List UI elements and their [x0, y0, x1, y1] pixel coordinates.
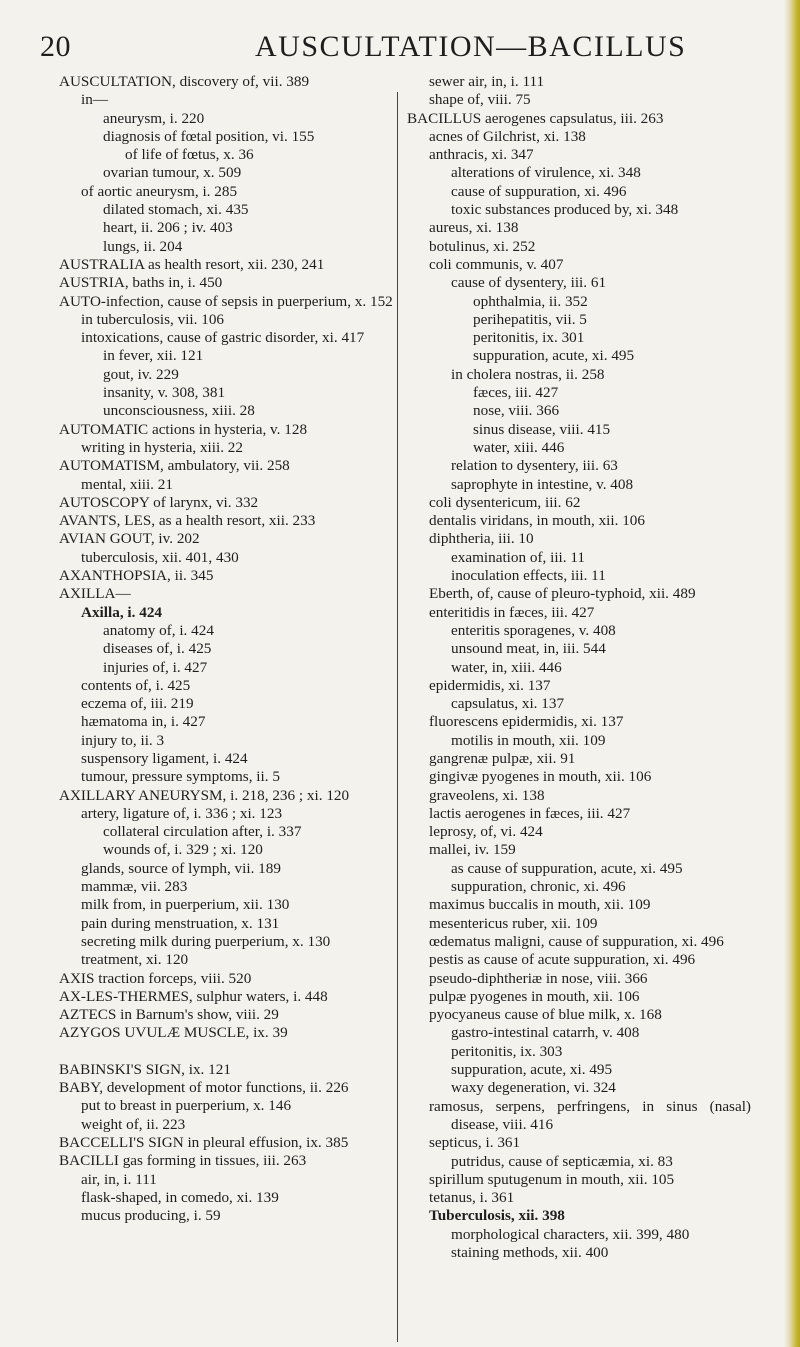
index-entry: leprosy, of, vi. 424 [429, 823, 543, 841]
index-entry: BACILLI gas forming in tissues, iii. 263 [59, 1152, 307, 1170]
index-entry: septicus, i. 361 [429, 1134, 521, 1152]
index-entry: unconsciousness, xiii. 28 [103, 402, 255, 420]
index-entry: sewer air, in, i. 111 [429, 73, 545, 90]
index-entry: AUTOMATISM, ambulatory, vii. 258 [59, 457, 290, 475]
right-column [407, 73, 751, 1262]
index-entry: coli communis, v. 407 [429, 255, 564, 273]
index-entry: mammæ, vii. 283 [81, 878, 188, 896]
index-entry: inoculation effects, iii. 11 [451, 567, 606, 585]
index-entry: AVANTS, LES, as a health resort, xii. 233 [59, 512, 316, 530]
index-entry: weight of, ii. 223 [81, 1115, 186, 1133]
index-entry: pain during menstruation, x. 131 [81, 914, 280, 932]
index-entry: AVIAN GOUT, iv. 202 [59, 530, 200, 548]
index-entry: eczema of, iii. 219 [81, 695, 194, 713]
index-entry: of aortic aneurysm, i. 285 [81, 182, 238, 200]
index-entry: putridus, cause of septicæmia, xi. 83 [451, 1152, 673, 1170]
index-entry: peritonitis, ix. 301 [473, 329, 585, 347]
index-entry: AUSTRALIA as health resort, xii. 230, 241 [59, 255, 325, 273]
index-entry: acnes of Gilchrist, xi. 138 [429, 127, 586, 145]
index-entry: glands, source of lymph, vii. 189 [81, 859, 281, 877]
index-entry: of life of fœtus, x. 36 [125, 146, 254, 164]
index-entry: graveolens, xi. 138 [429, 786, 545, 804]
index-entry: Tuberculosis, xii. 398 [429, 1207, 565, 1225]
index-entry: pulpæ pyogenes in mouth, xii. 106 [429, 987, 640, 1005]
index-entry: gastro-intestinal catarrh, v. 408 [451, 1024, 640, 1042]
index-entry: capsulatus, xi. 137 [451, 695, 565, 713]
index-entry: examination of, iii. 11 [451, 548, 585, 566]
index-entry: fluorescens epidermidis, xi. 137 [429, 713, 624, 731]
index-entry: air, in, i. 111 [81, 1170, 157, 1188]
index-entry: spirillum sputugenum in mouth, xii. 105 [429, 1170, 675, 1188]
index-entry: treatment, xi. 120 [81, 951, 189, 969]
index-entry: ramosus, serpens, perfringens, in sinus (nasal) disease, viii. 416 [429, 1097, 751, 1133]
index-entry: BACILLUS aerogenes capsulatus, iii. 263 [407, 109, 664, 127]
index-entry: AXILLARY ANEURYSM, i. 218, 236 ; xi. 120 [59, 786, 350, 804]
index-entry: botulinus, xi. 252 [429, 237, 536, 255]
index-entry: maximus buccalis in mouth, xii. 109 [429, 896, 651, 914]
index-entry: enteritidis in fæces, iii. 427 [429, 603, 595, 621]
index-entry: mental, xiii. 21 [81, 475, 173, 493]
index-entry: hæmatoma in, i. 427 [81, 713, 206, 731]
index-entry: in fever, xii. 121 [103, 347, 204, 365]
index-entry: cause of dysentery, iii. 61 [451, 274, 607, 292]
index-entry: insanity, v. 308, 381 [103, 384, 226, 402]
index-entry: suppuration, acute, xi. 495 [473, 347, 635, 365]
index-entry: diagnosis of fœtal position, vi. 155 [103, 127, 315, 145]
index-entry: AUTOSCOPY of larynx, vi. 332 [59, 493, 259, 511]
index-entry: water, xiii. 446 [473, 438, 565, 456]
index-entry: lungs, ii. 204 [103, 237, 183, 255]
index-entry: gangrenæ pulpæ, xii. 91 [429, 749, 576, 767]
index-entry: dentalis viridans, in mouth, xii. 106 [429, 512, 645, 530]
index-entry: put to breast in puerperium, x. 146 [81, 1097, 292, 1115]
index-entry: œdematus maligni, cause of suppuration, xi. 496 [429, 932, 724, 950]
index-entry: Eberth, of, cause of pleuro-typhoid, xii. 489 [429, 585, 696, 603]
index-entry: BACCELLI'S SIGN in pleural effusion, ix. 385 [59, 1133, 349, 1151]
page-number: 20 [40, 30, 71, 63]
index-entry: mucus producing, i. 59 [81, 1207, 221, 1225]
index-entry: peritonitis, ix. 303 [451, 1042, 563, 1060]
index-entry: dilated stomach, xi. 435 [103, 201, 249, 219]
index-entry: in— [81, 91, 109, 109]
index-entry: AZTECS in Barnum's show, viii. 29 [59, 1006, 279, 1024]
index-entry: in tuberculosis, vii. 106 [81, 310, 225, 328]
index-entry: BABINSKI'S SIGN, ix. 121 [59, 1060, 231, 1078]
index-entry: AUSTRIA, baths in, i. 450 [59, 274, 223, 292]
index-entry: toxic substances produced by, xi. 348 [451, 201, 679, 219]
index-entry: gingivæ pyogenes in mouth, xii. 106 [429, 768, 652, 786]
left-column [59, 73, 403, 1225]
index-entry: AZYGOS UVULÆ MUSCLE, ix. 39 [59, 1024, 288, 1042]
index-entry: in cholera nostras, ii. 258 [451, 365, 605, 383]
index-entry: aneurysm, i. 220 [103, 109, 205, 127]
index-entry: epidermidis, xi. 137 [429, 676, 551, 694]
index-entry: unsound meat, in, iii. 544 [451, 640, 606, 658]
index-entry: enteritis sporagenes, v. 408 [451, 621, 616, 639]
index-entry: waxy degeneration, vi. 324 [451, 1079, 616, 1097]
index-entry: heart, ii. 206 ; iv. 403 [103, 219, 233, 237]
index-entry: injuries of, i. 427 [103, 658, 208, 676]
index-entry: pestis as cause of acute suppuration, xi. 496 [429, 951, 696, 969]
index-entry: injury to, ii. 3 [81, 731, 165, 749]
index-entry: artery, ligature of, i. 336 ; xi. 123 [81, 804, 283, 822]
index-entry: morphological characters, xii. 399, 480 [451, 1225, 690, 1243]
index-entry: water, in, xiii. 446 [451, 658, 562, 676]
index-entry: diseases of, i. 425 [103, 640, 212, 658]
page-edge [784, 0, 800, 1347]
index-entry: mallei, iv. 159 [429, 841, 516, 859]
index-entry: lactis aerogenes in fæces, iii. 427 [429, 804, 631, 822]
index-entry: coli dysentericum, iii. 62 [429, 493, 581, 511]
index-entry: wounds of, i. 329 ; xi. 120 [103, 841, 263, 859]
index-entry: motilis in mouth, xii. 109 [451, 731, 606, 749]
index-entry: shape of, viii. 75 [429, 91, 531, 109]
index-entry: flask-shaped, in comedo, xi. 139 [81, 1188, 279, 1206]
index-entry: tetanus, i. 361 [429, 1189, 515, 1207]
index-entry: AXIS traction forceps, viii. 520 [59, 969, 252, 987]
index-entry: fæces, iii. 427 [473, 384, 559, 402]
index-entry: milk from, in puerperium, xii. 130 [81, 896, 290, 914]
index-entry: writing in hysteria, xiii. 22 [81, 438, 243, 456]
index-entry: Axilla, i. 424 [81, 603, 163, 621]
page-title: AUSCULTATION—BACILLUS [255, 30, 687, 63]
index-entry: intoxications, cause of gastric disorder, xi. 417 [81, 329, 365, 347]
index-entry: BABY, development of motor functions, ii. 226 [59, 1079, 349, 1097]
index-entry: sinus disease, viii. 415 [473, 420, 611, 438]
index-entry: AUTO-infection, cause of sepsis in puerperium, x. 152 [59, 292, 393, 310]
index-entry: gout, iv. 229 [103, 365, 179, 383]
index-entry: anthracis, xi. 347 [429, 146, 534, 164]
index-entry: AXANTHOPSIA, ii. 345 [59, 567, 214, 585]
index-entry: AUTOMATIC actions in hysteria, v. 128 [59, 420, 308, 438]
index-entry: ovarian tumour, x. 509 [103, 164, 242, 182]
index-entry: pyocyaneus cause of blue milk, x. 168 [429, 1006, 662, 1024]
column-divider [397, 92, 398, 1342]
index-entry: as cause of suppuration, acute, xi. 495 [451, 859, 683, 877]
index-entry: diphtheria, iii. 10 [429, 530, 534, 548]
index-entry: tuberculosis, xii. 401, 430 [81, 548, 239, 566]
index-entry: suppuration, chronic, xi. 496 [451, 878, 626, 896]
index-entry: ophthalmia, ii. 352 [473, 292, 588, 310]
index-entry: cause of suppuration, xi. 496 [451, 182, 627, 200]
index-entry: anatomy of, i. 424 [103, 621, 214, 639]
index-entry: nose, viii. 366 [473, 402, 560, 420]
index-entry: pseudo-diphtheriæ in nose, viii. 366 [429, 969, 648, 987]
index-entry: saprophyte in intestine, v. 408 [451, 475, 634, 493]
index-entry: tumour, pressure symptoms, ii. 5 [81, 768, 280, 786]
index-entry: perihepatitis, vii. 5 [473, 310, 587, 328]
index-entry: aureus, xi. 138 [429, 219, 519, 237]
index-entry: AXILLA— [59, 585, 131, 603]
index-entry: secreting milk during puerperium, x. 130 [81, 932, 331, 950]
index-entry: alterations of virulence, xi. 348 [451, 164, 641, 182]
index-entry: relation to dysentery, iii. 63 [451, 457, 618, 475]
index-entry: AX-LES-THERMES, sulphur waters, i. 448 [59, 987, 328, 1005]
index-entry: mesentericus ruber, xii. 109 [429, 914, 598, 932]
index-entry: suppuration, acute, xi. 495 [451, 1061, 613, 1079]
index-entry: suspensory ligament, i. 424 [81, 749, 248, 767]
index-entry: staining methods, xii. 400 [451, 1244, 609, 1261]
index-entry: contents of, i. 425 [81, 676, 191, 694]
index-entry: AUSCULTATION, discovery of, vii. 389 [59, 73, 310, 90]
index-entry: collateral circulation after, i. 337 [103, 823, 302, 841]
